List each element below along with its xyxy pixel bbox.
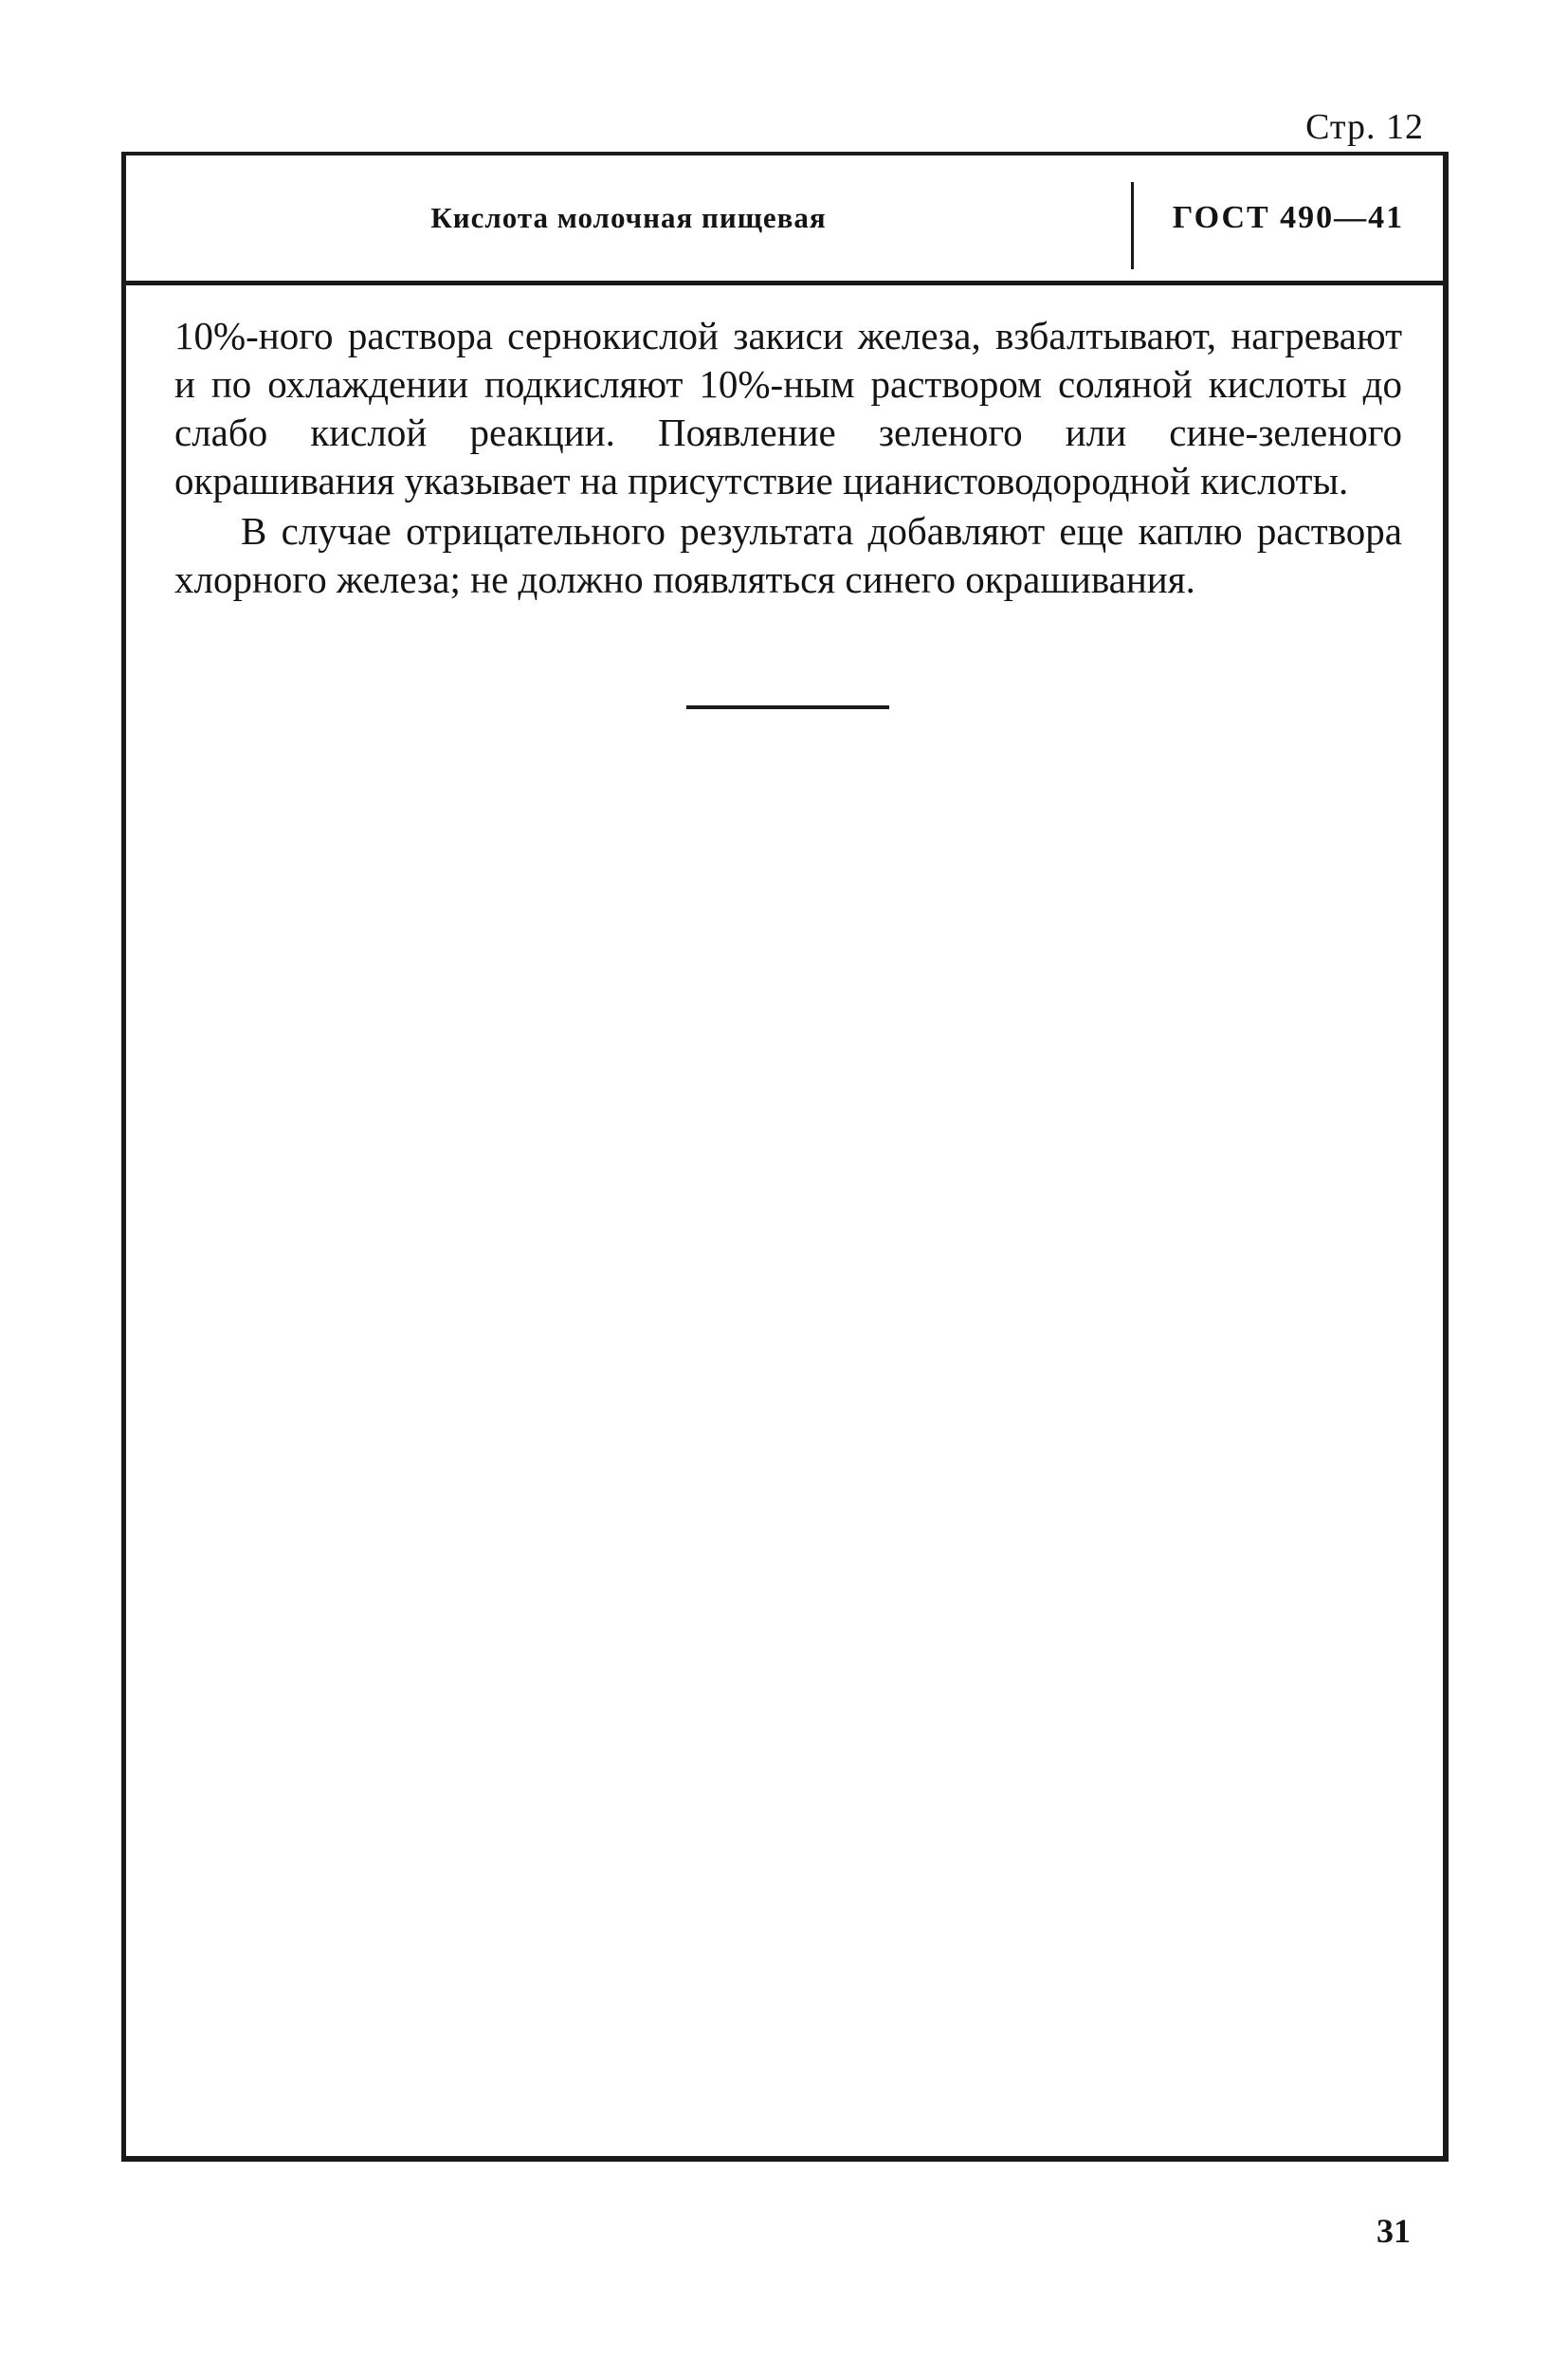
paragraph-2: В случае отрицательного результата добавляют еще каплю раствора хлорного железа; не должно появляться синего окрашивания.	[174, 509, 1402, 601]
page-number-bottom: 31	[1377, 2212, 1411, 2250]
body-text	[174, 312, 1402, 604]
page-frame	[121, 152, 1449, 2162]
end-rule	[686, 705, 889, 709]
page-header	[126, 155, 1443, 285]
header-title: Кислота молочная пищевая	[430, 201, 827, 234]
page-number-top: Стр. 12	[1305, 107, 1424, 147]
header-standard: ГОСТ 490—41	[1172, 200, 1405, 235]
paragraph-1: 10%-ного раствора сернокислой закиси железа, взбалтывают, нагревают и по охлаждении подкисляют 10%-ным раствором соляной кислоты до слабо кислой реакции. Появление зеленого или сине-зеленого окрашивания указывает на присутствие цианистоводородной кислоты.	[174, 314, 1402, 502]
